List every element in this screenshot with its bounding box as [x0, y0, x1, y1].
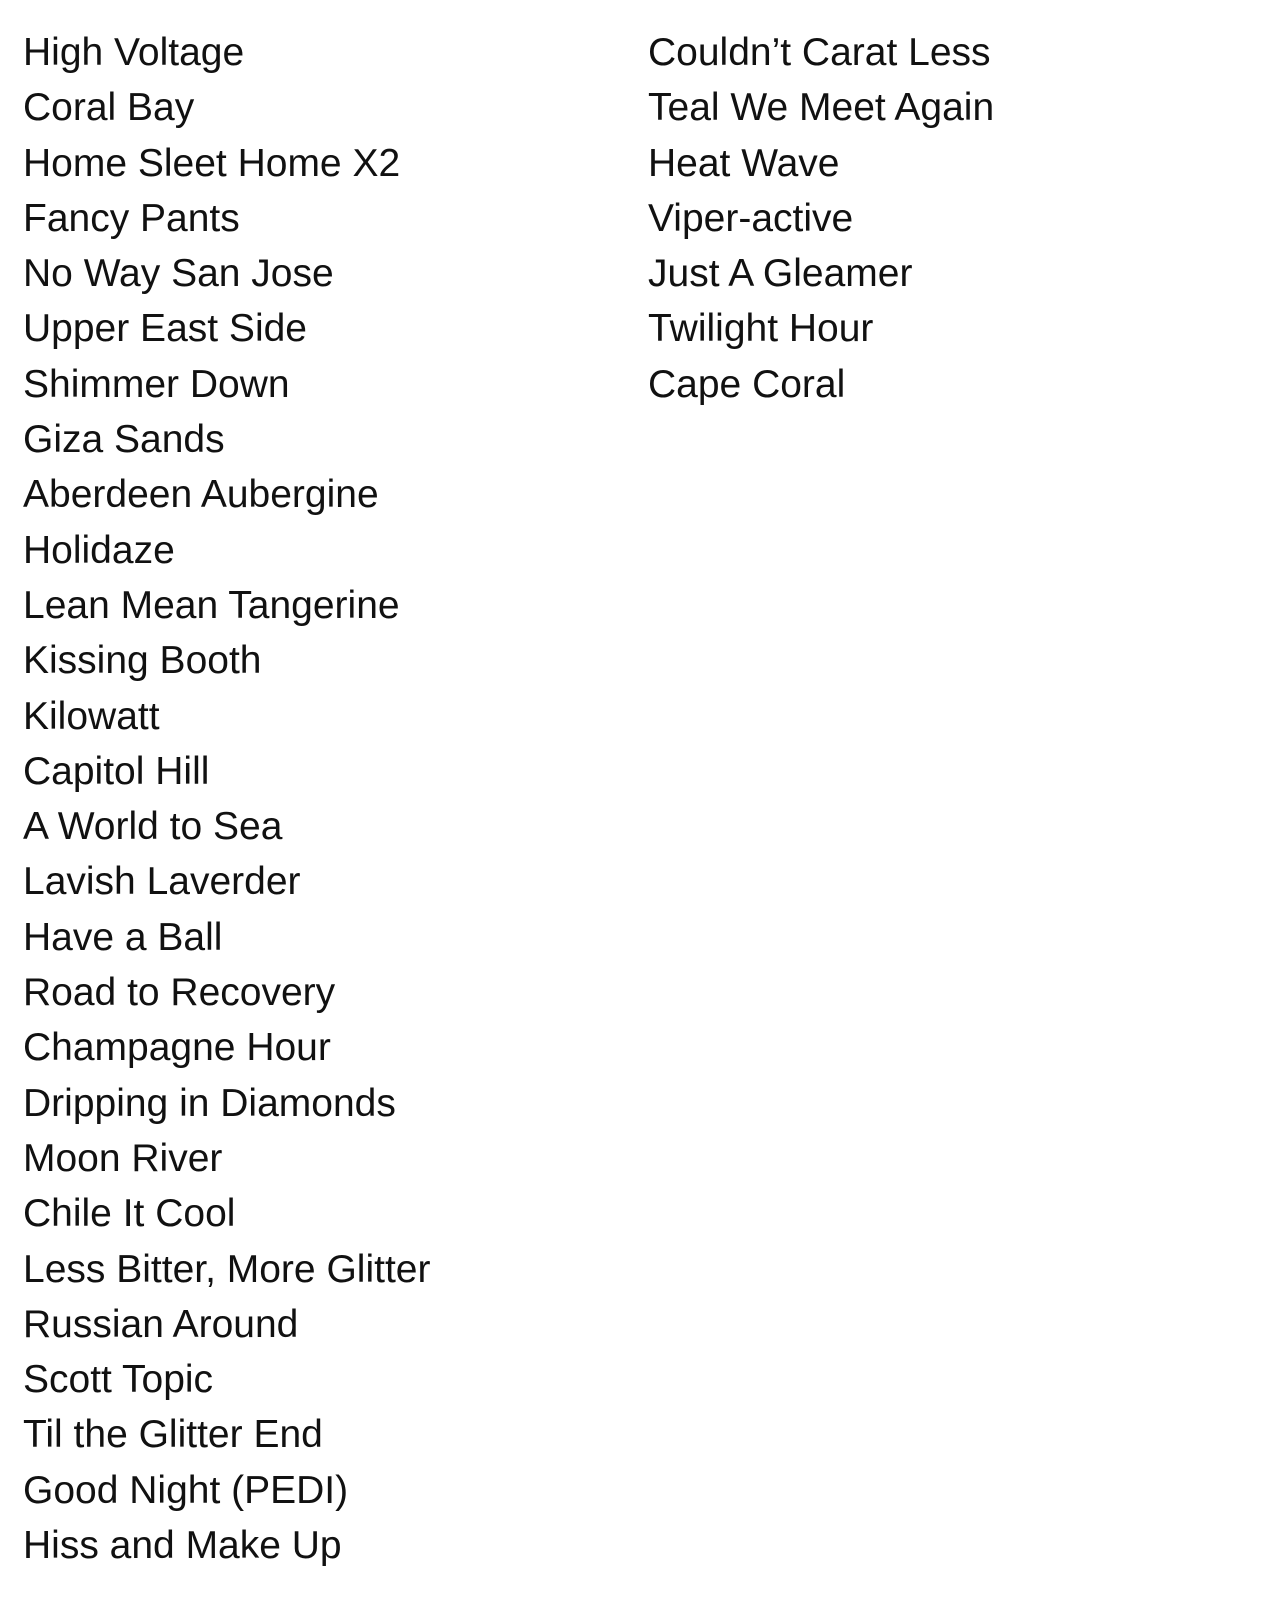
list-item: Teal We Meet Again — [648, 86, 995, 130]
list-item: Lavish Laverder — [23, 860, 301, 904]
list-item: Shimmer Down — [23, 362, 290, 406]
list-item: Couldn’t Carat Less — [648, 31, 991, 74]
list-item: Have a Ball — [23, 915, 223, 959]
list-item: Dripping in Diamonds — [23, 1081, 396, 1125]
list-item: Heat Wave — [648, 141, 840, 185]
list-item: Coral Bay — [23, 86, 195, 130]
right-name-list — [648, 25, 1248, 412]
list-item: Kissing Booth — [23, 639, 262, 683]
list-item: Viper-active — [648, 196, 854, 240]
list-item: Kilowatt — [23, 694, 160, 738]
list-item: Moon River — [23, 1136, 223, 1180]
list-item: Upper East Side — [23, 307, 307, 351]
list-item: Chile It Cool — [23, 1192, 236, 1236]
list-item: Champagne Hour — [23, 1026, 331, 1070]
list-item: Aberdeen Aubergine — [23, 473, 379, 517]
list-item: Good Night (PEDI) — [23, 1468, 349, 1512]
list-item: Home Sleet Home X2 — [23, 141, 401, 185]
list-item: Just A Gleamer — [648, 252, 913, 296]
list-item: Holidaze — [23, 528, 175, 572]
list-item: Scott Topic — [23, 1358, 214, 1402]
list-item: Til the Glitter End — [23, 1413, 323, 1457]
list-item: Fancy Pants — [23, 196, 240, 240]
list-item: Hiss and Make Up — [23, 1524, 342, 1568]
list-item: Less Bitter, More Glitter — [23, 1247, 431, 1291]
list-item: Russian Around — [23, 1302, 299, 1346]
list-item: No Way San Jose — [23, 252, 334, 296]
list-item: Lean Mean Tangerine — [23, 583, 400, 627]
list-item: Giza Sands — [23, 418, 225, 462]
list-item: Cape Coral — [648, 362, 846, 406]
list-item: Road to Recovery — [23, 971, 336, 1015]
left-name-list — [23, 25, 603, 1573]
list-item: High Voltage — [23, 31, 245, 74]
list-item: Twilight Hour — [648, 307, 874, 351]
list-item: Capitol Hill — [23, 749, 210, 793]
list-item: A World to Sea — [23, 805, 283, 849]
